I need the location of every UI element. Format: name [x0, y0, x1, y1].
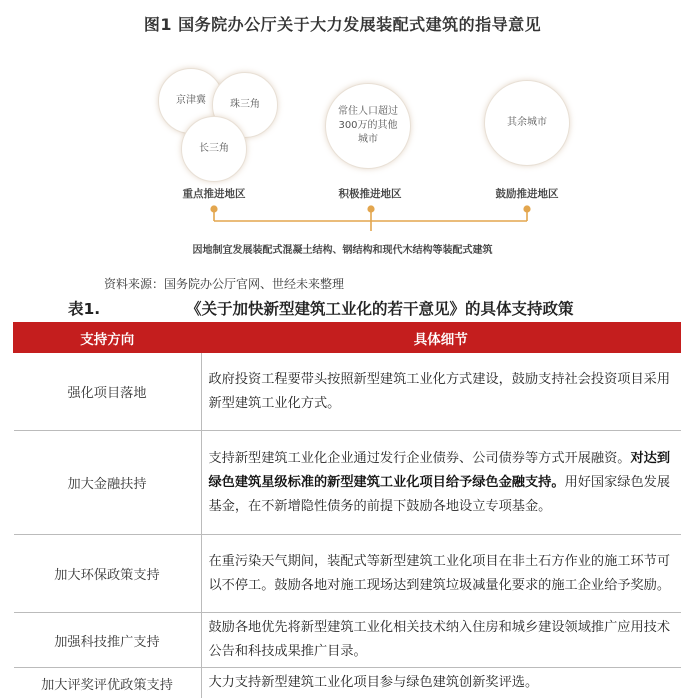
- table-row: [14, 613, 681, 668]
- table-number: 表1.: [68, 297, 100, 319]
- row-details: 政府投资工程要带头按照新型建筑工业化方式建设，鼓励支持社会投资项目采用新型建筑工业化方式。: [201, 353, 681, 431]
- policy-table: [13, 322, 681, 698]
- circle-other-cities-label: 其余城市: [507, 116, 547, 130]
- circle-pearl-river-delta-label: 珠三角: [230, 98, 260, 112]
- circle-large-cities-label: 常住人口超过300万的其他城市: [334, 105, 402, 147]
- row-direction: 加强科技推广支持: [14, 613, 202, 668]
- table-row: [14, 431, 681, 535]
- figure-title: 图1 国务院办公厅关于大力发展装配式建筑的指导意见: [0, 12, 685, 35]
- row-details: 在重污染天气期间，装配式等新型建筑工业化项目在非土石方作业的施工环节可以不停工。鼓励各地对施工现场达到建筑垃圾减量化要求的施工企业给予奖励。: [201, 535, 681, 613]
- header-direction: 支持方向: [14, 323, 202, 353]
- table-row: [14, 535, 681, 613]
- row-direction: 加大环保政策支持: [14, 535, 202, 613]
- source-note: 资料来源：国务院办公厅官网、世经未来整理: [104, 275, 344, 292]
- row-direction: 加大评奖评优政策支持: [14, 668, 202, 698]
- tier-encouraged-promotion: 鼓励推进地区: [477, 186, 577, 201]
- tier-active-promotion: 积极推进地区: [320, 186, 420, 201]
- row-details: 鼓励各地优先将新型建筑工业化相关技术纳入住房和城乡建设领域推广应用技术公告和科技成果推广目录。: [201, 613, 681, 668]
- circle-jingjinji-label: 京津冀: [176, 94, 206, 108]
- tier-key-promotion: 重点推进地区: [164, 186, 264, 201]
- bracket-connector: [0, 0, 685, 250]
- row-details-part: 用好国家绿色发展基金，在不新增隐性债务的前提下鼓励各地设立专项基金。: [209, 475, 671, 514]
- table-row: [14, 668, 681, 698]
- row-direction: 加大金融扶持: [14, 431, 202, 535]
- table-header-row: [14, 323, 681, 353]
- row-details-emphasis: 对达到绿色建筑星级标准的新型建筑工业化项目给予绿色金融支持。: [209, 451, 671, 490]
- circle-yangtze-river-delta-label: 长三角: [199, 142, 229, 156]
- header-details: 具体细节: [201, 323, 681, 353]
- table-row: [14, 353, 681, 431]
- row-details-part: 支持新型建筑工业化企业通过发行企业债券、公司债券等方式开展融资。: [209, 451, 631, 466]
- table-title: 《关于加快新型建筑工业化的若干意见》的具体支持政策: [186, 297, 574, 319]
- bracket-note: 因地制宜发展装配式混凝土结构、钢结构和现代木结构等装配式建筑: [0, 241, 685, 256]
- row-direction: 强化项目落地: [14, 353, 202, 431]
- row-details: 大力支持新型建筑工业化项目参与绿色建筑创新奖评选。: [201, 668, 681, 698]
- row-details: [201, 431, 681, 535]
